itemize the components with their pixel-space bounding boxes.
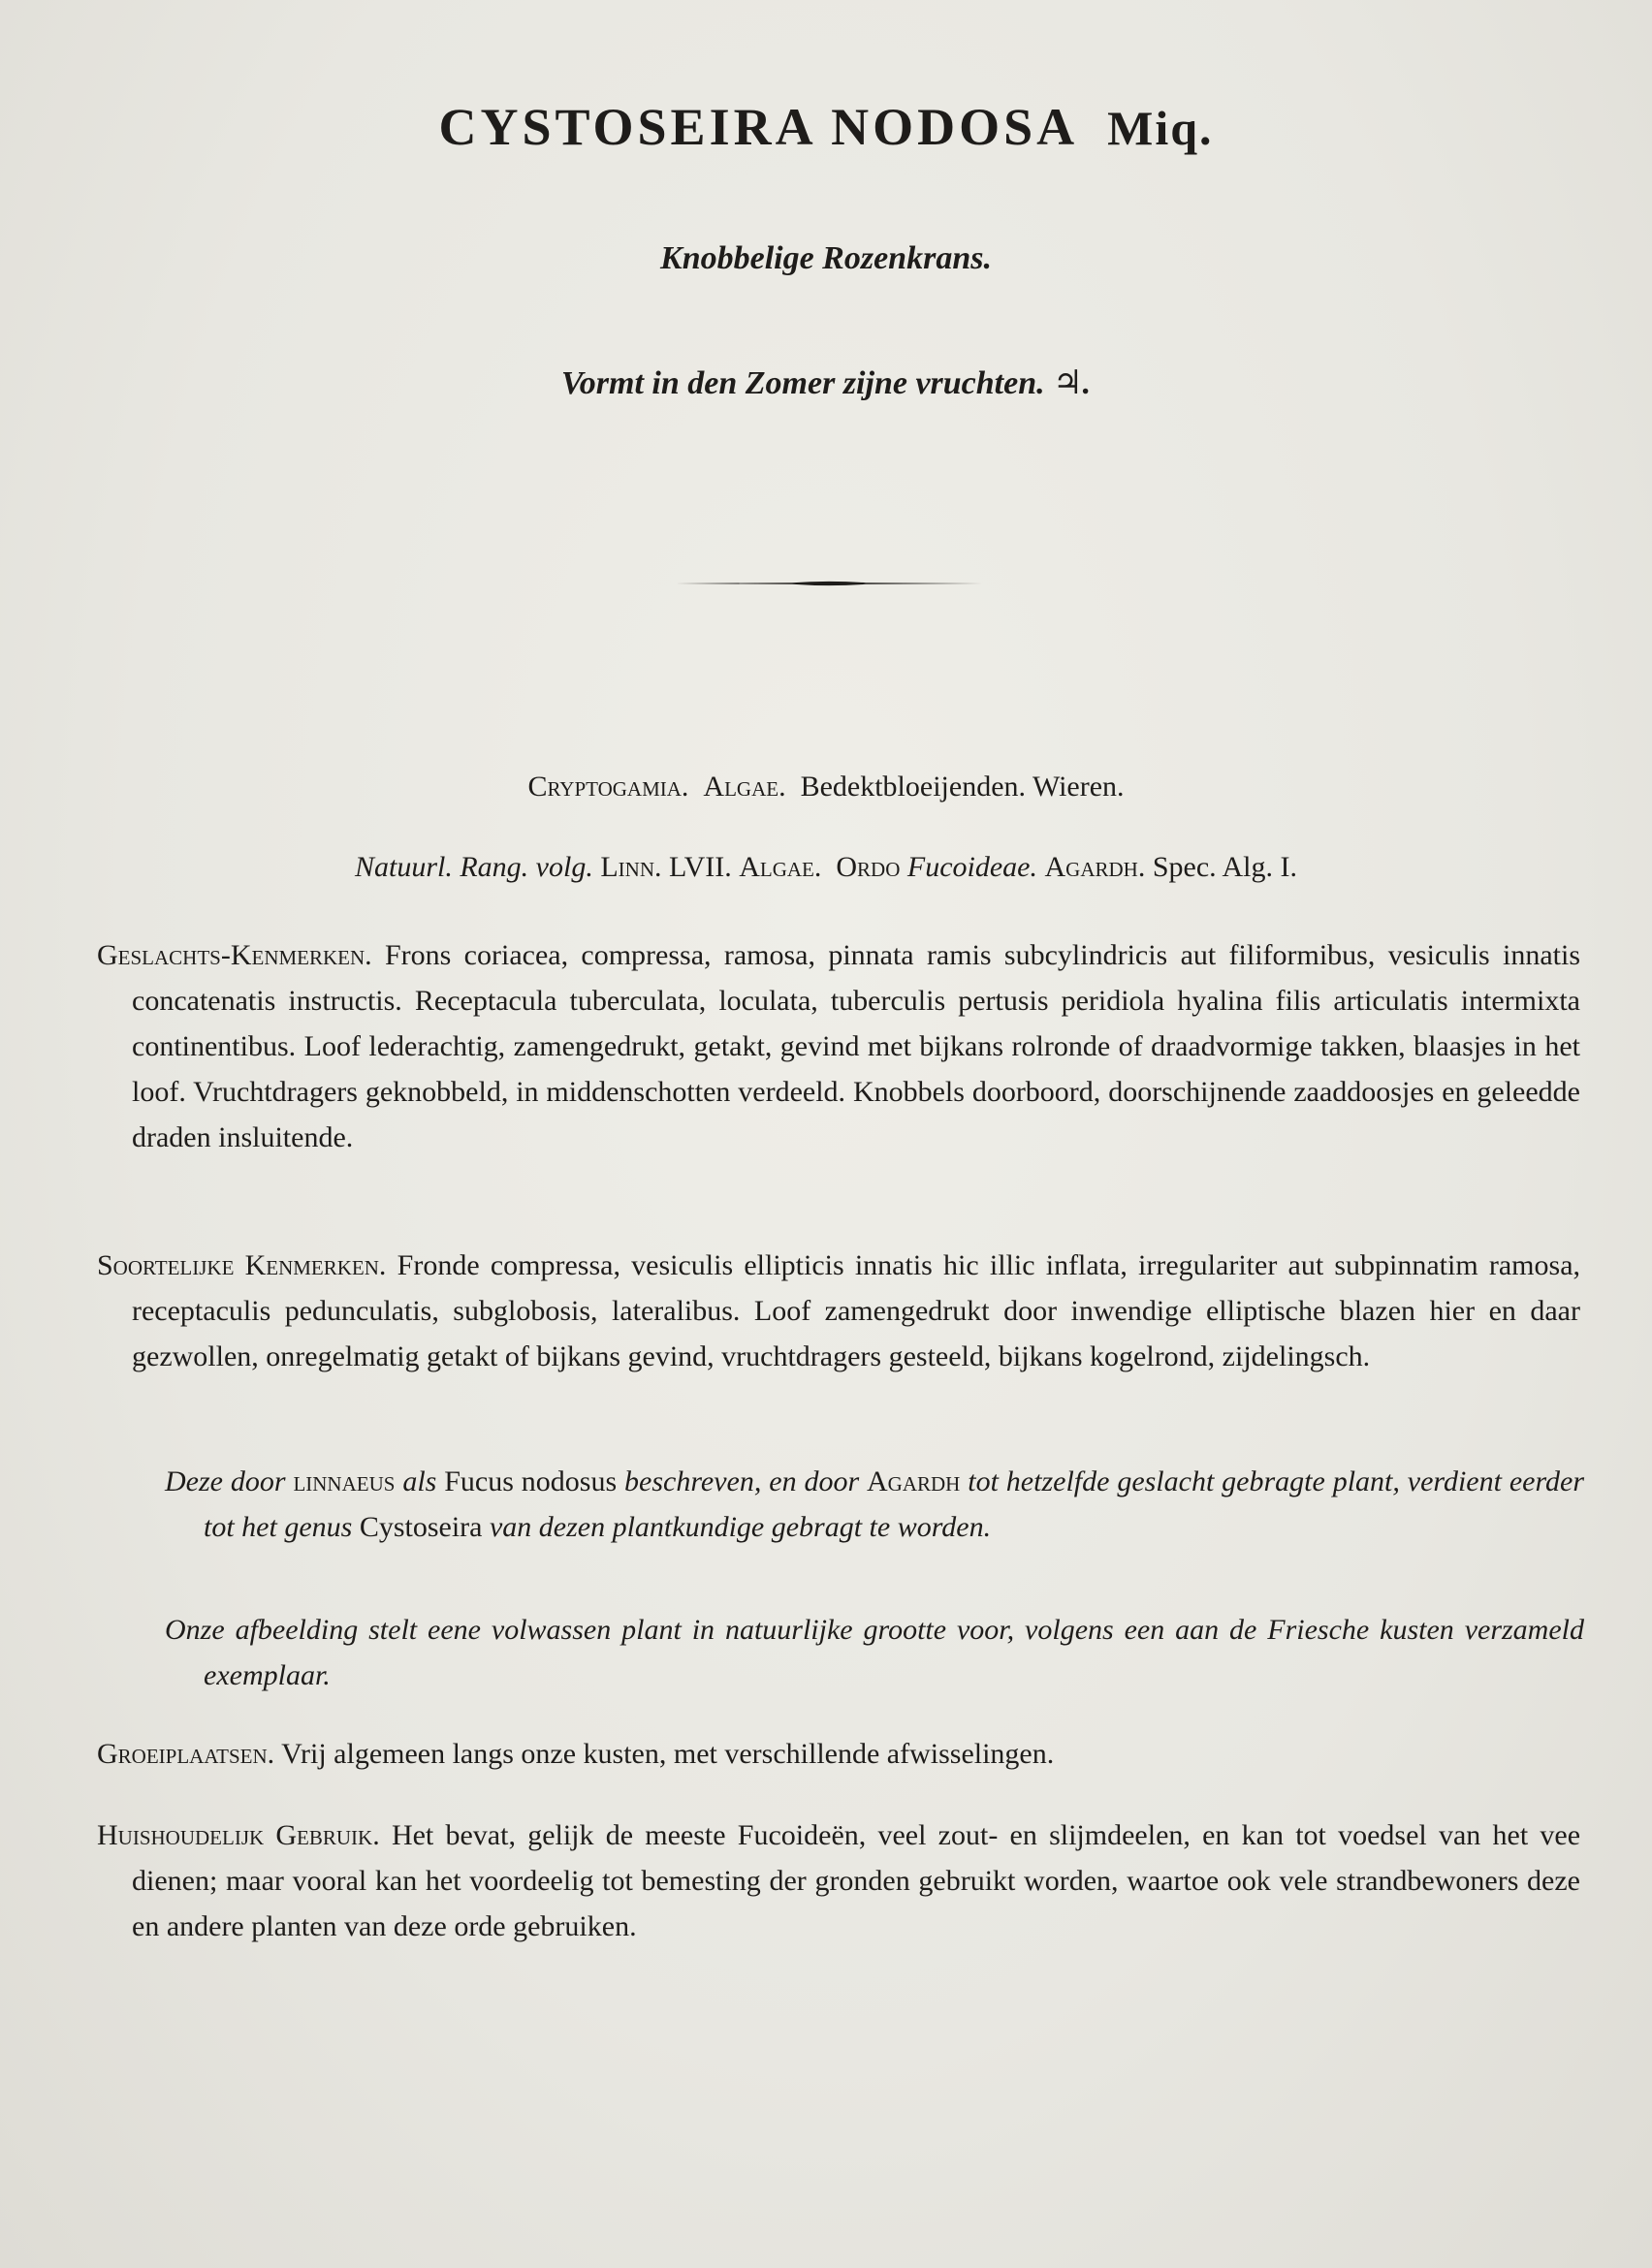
habitat xyxy=(97,1731,1580,1777)
rank-reference: Spec. Alg. I. xyxy=(1152,851,1297,883)
natural-rank-line xyxy=(0,851,1652,884)
household-use xyxy=(97,1812,1580,1949)
note1-fucus-nodosus: Fucus nodosus xyxy=(444,1465,618,1497)
note-illustration: Onze afbeelding stelt eene volwassen plant in natuurlijke grootte voor, volgens een aan de Friesche kusten verzameld exemplaar. xyxy=(165,1614,1584,1691)
rank-label: Natuurl. Rang. volg. xyxy=(355,851,593,883)
class-algae: Algae. xyxy=(703,771,786,803)
note1-part: Deze door xyxy=(165,1465,286,1497)
household-use-text: Het bevat, gelijk de meeste Fucoideën, veel zout- en slijmdeelen, en kan tot voedsel van het vee dienen; maar vooral kan het voordeelig tot bemesting der gronden gebruikt worden, waartoe ook vele strandbewoners deze en andere planten van deze orde gebruiken. xyxy=(132,1819,1581,1942)
note1-part: van dezen plantkundige gebragt te worden. xyxy=(489,1511,992,1543)
habitat-label: Groeiplaatsen. xyxy=(97,1738,275,1770)
rank-linn: Linn. xyxy=(600,851,662,883)
note1-part: als xyxy=(402,1465,437,1497)
household-use-label: Huishoudelijk Gebruik. xyxy=(97,1819,380,1851)
fruiting-season: Vormt in den Zomer zijne vruchten. ♃. xyxy=(560,365,1092,401)
species-author: Miq. xyxy=(1107,101,1214,155)
note1-part: tot hetzelfde geslacht gebragte plant, verdient eerder tot het genus xyxy=(204,1465,1585,1543)
vernacular-name: Knobbelige Rozenkrans. xyxy=(660,240,992,276)
genus-characters-text: Frons coriacea, compressa, ramosa, pinnata ramis subcylindricis aut filiformibus, vesiculis innatis concatenatis instructis. Receptacula tuberculata, loculata, tuberculis pertusis peridiola hyalina filis articulatis intermixta continentibus. Loof lederachtig, zamengedrukt, getakt, gevind met bijkans rolronde of draadvormige takken, blaasjes in het loof. Vruchtdragers geknobbeld, in middenschotten verdeeld. Knobbels doorboord, doorschijnende zaaddoosjes en geleedde draden insluitende. xyxy=(132,939,1580,1153)
classification-line xyxy=(0,771,1652,803)
rank-ordo: Ordo xyxy=(836,851,901,883)
rank-agardh: Agardh. xyxy=(1044,851,1146,883)
rank-fucoideae: Fucoideae. xyxy=(906,851,1037,883)
rank-number: LVII. xyxy=(669,851,732,883)
habitat-text: Vrij algemeen langs onze kusten, met verschillende afwisselingen. xyxy=(281,1738,1055,1770)
species-name: CYSTOSEIRA NODOSA xyxy=(438,98,1079,156)
page-title xyxy=(0,97,1652,157)
species-characters-label: Soortelijke Kenmerken. xyxy=(97,1249,387,1281)
note-linnaeus xyxy=(165,1459,1584,1550)
species-characters-text: Fronde compressa, vesiculis ellipticis innatis hic illic inflata, irregulariter aut subpinnatim ramosa, receptaculis pedunculatis, subglobosis, lateralibus. Loof zamengedrukt door inwendige elliptische blazen hier en daar gezwollen, onregelmatig getakt of bijkans gevind, vruchtdragers gesteeld, bijkans kogelrond, zijdelingsch. xyxy=(132,1249,1581,1372)
note1-cystoseira: Cystoseira xyxy=(359,1511,483,1543)
class-dutch: Bedektbloeijenden. Wieren. xyxy=(800,771,1125,803)
class-cryptogamia: Cryptogamia. xyxy=(527,771,689,803)
note1-linnaeus: linnaeus xyxy=(293,1465,396,1497)
note1-part: beschreven, en door xyxy=(624,1465,860,1497)
genus-characters xyxy=(97,932,1580,1160)
genus-characters-label: Geslachts-Kenmerken. xyxy=(97,939,372,971)
rank-algae: Algae. xyxy=(739,851,822,883)
species-characters xyxy=(97,1243,1580,1379)
decorative-rule xyxy=(676,580,982,587)
note1-agardh: Agardh xyxy=(867,1465,961,1497)
